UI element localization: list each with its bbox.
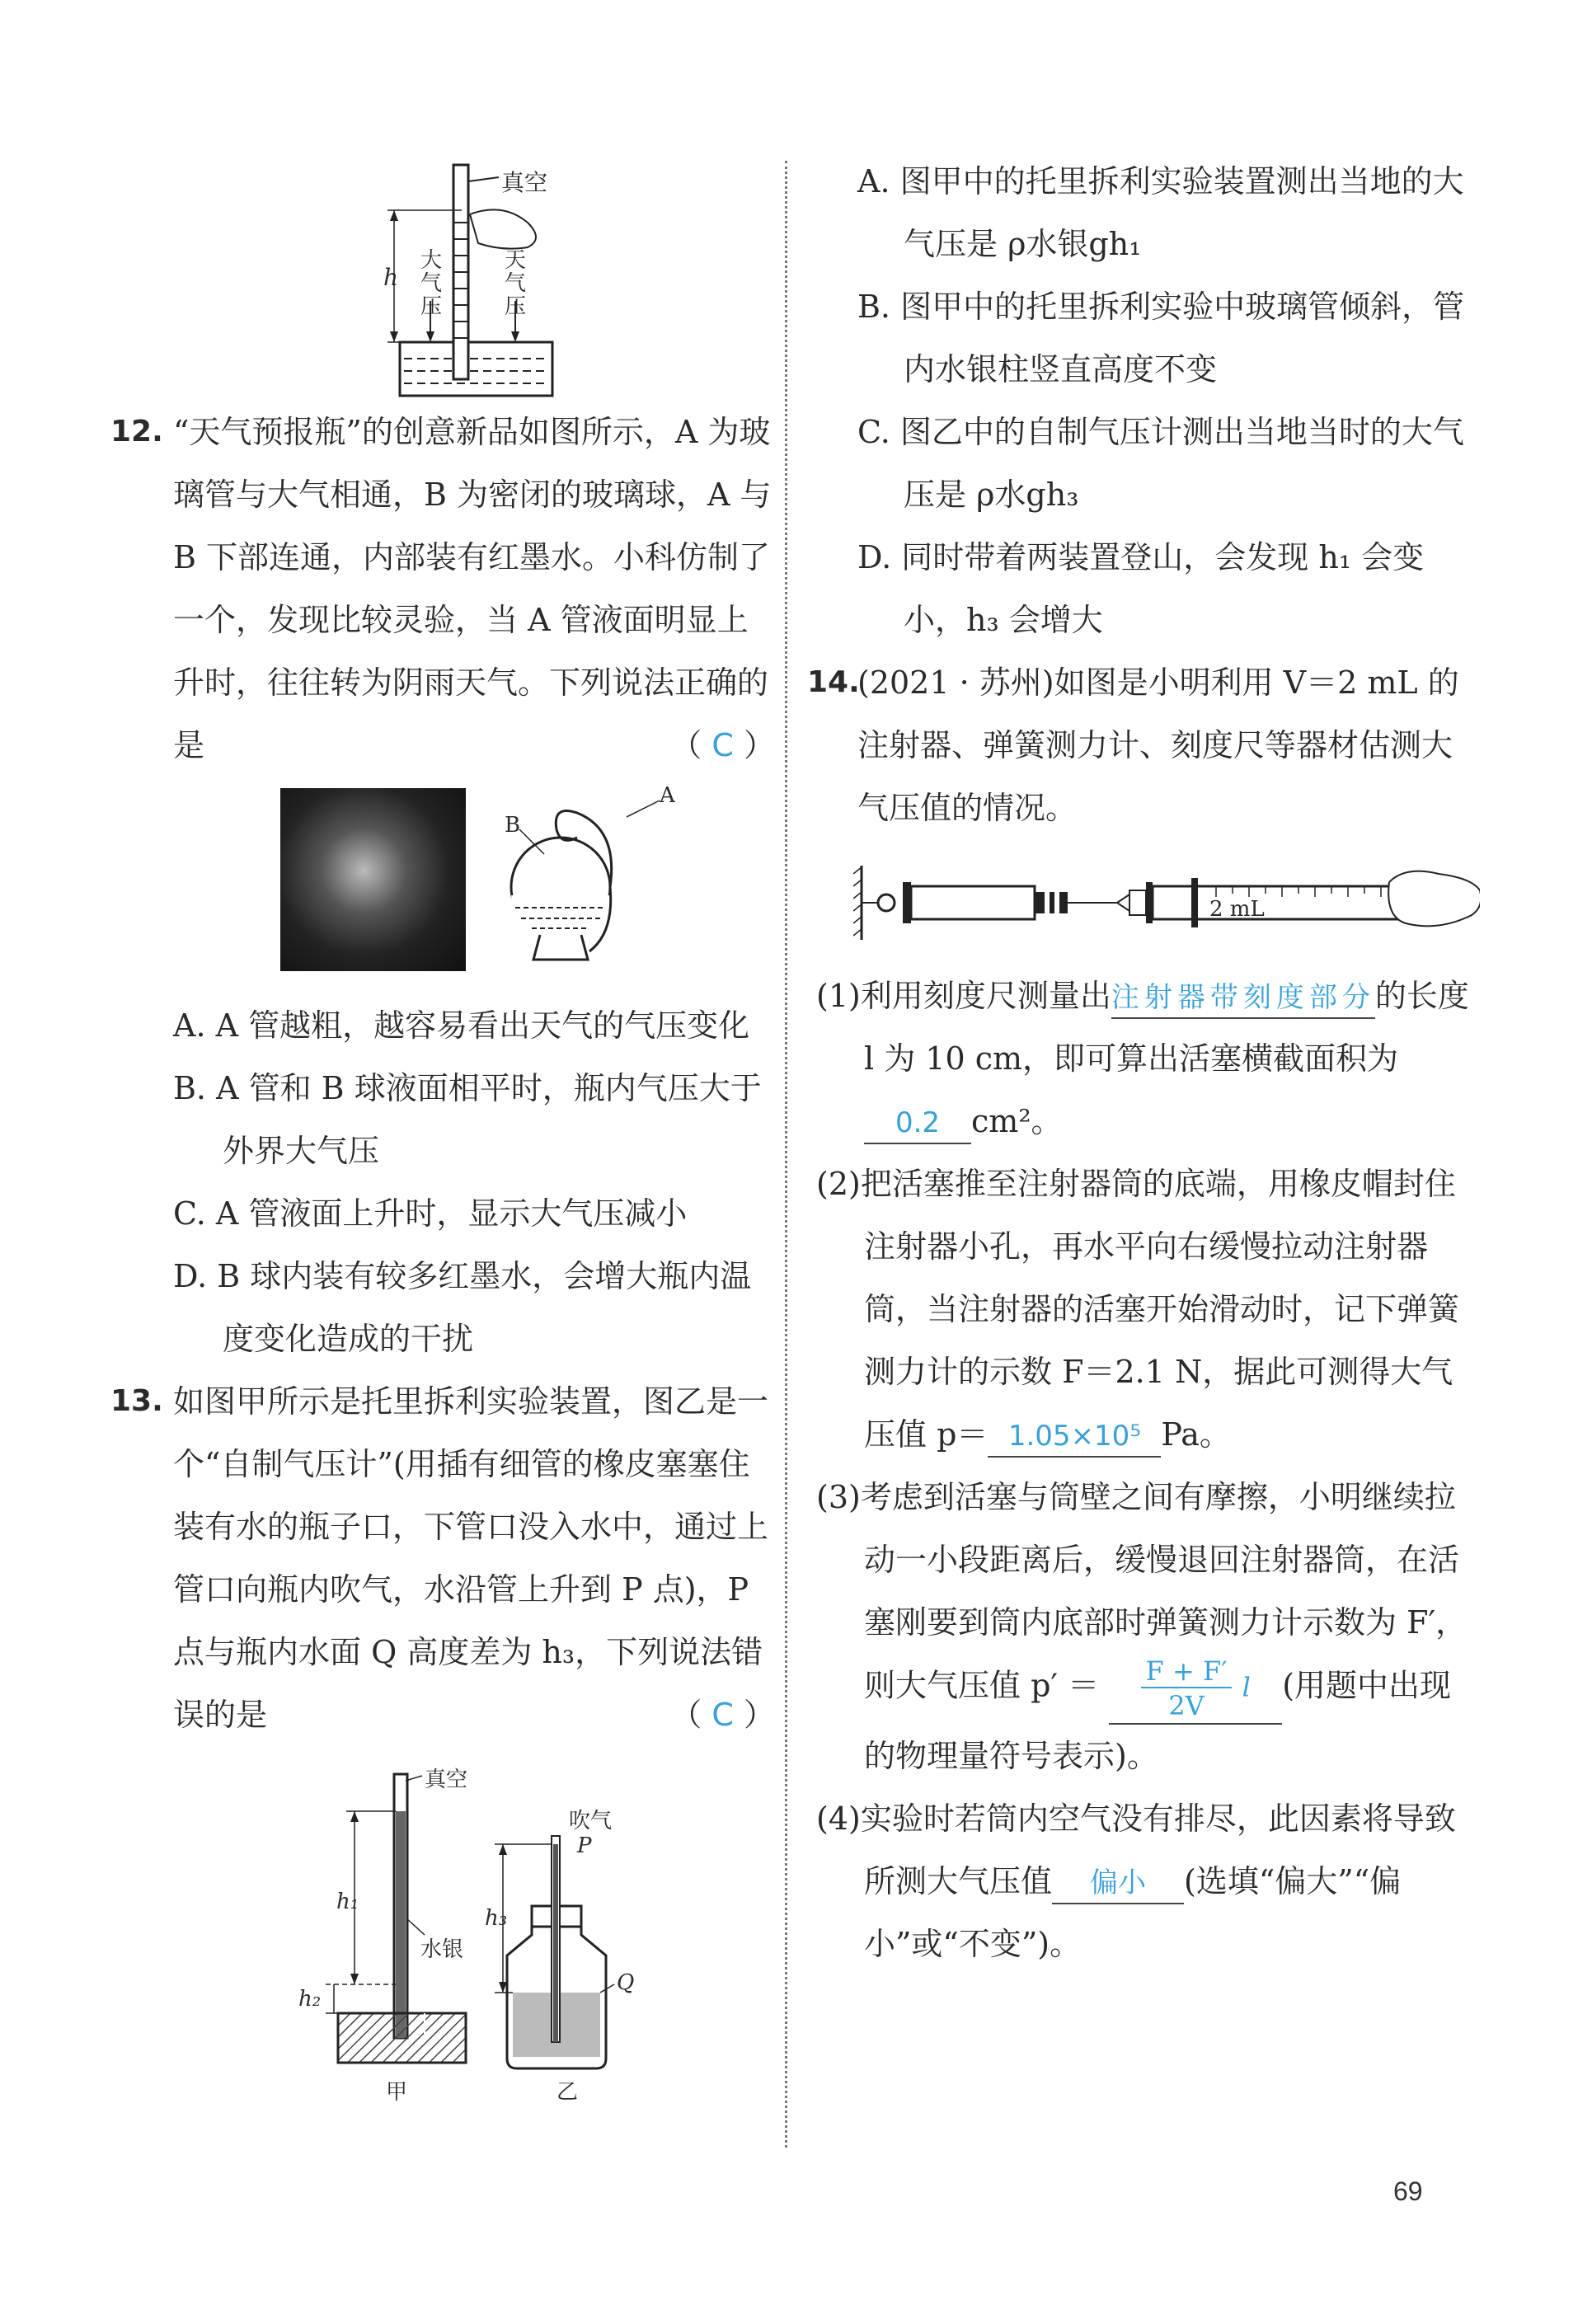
torricelli-figure [115, 148, 775, 412]
answer-blank-length: 注射器带刻度部分 [1111, 978, 1375, 1019]
part-4-text-a: (4)实验时若筒内空气没有排尽，此因素将导致所测大气压值 [816, 1801, 1456, 1899]
label-left-air-3: 压 [420, 294, 443, 319]
part-3-text-b: (用题中出现的物理量符号表示)。 [864, 1667, 1452, 1774]
option-a: A. 图甲中的托里拆利实验装置测出当地的大气压是 ρ水银gh₁ [857, 163, 1464, 262]
label-h1: h₁ [336, 1890, 359, 1914]
option-a: A. A 管越粗，越容易看出天气的气压变化 [173, 1007, 750, 1044]
label-left-air-2: 气 [420, 271, 443, 296]
label-right-air-2: 气 [505, 271, 527, 296]
label-h: h [383, 264, 399, 291]
part-1-text-a: (1)利用刻度尺测量出 [816, 978, 1111, 1014]
part-2-text-a: (2)把活塞推至注射器筒的底端，用橡皮帽封住注射器小孔，再水平向右缓慢拉动注射器筒，当注射器的活塞开始滑动时，记下弹簧测力计的示数 F＝2.1 N，据此可测得大气压值 p＝ [816, 1166, 1460, 1453]
column-divider [785, 161, 787, 2148]
question-13 [110, 1370, 775, 1746]
page-number: 69 [1393, 2176, 1423, 2206]
answer-blank-formula [1109, 1654, 1282, 1725]
part-1-text-b: 的长度 l 为 10 cm，即可算出活塞横截面积为 [864, 978, 1469, 1077]
part-1 [816, 965, 1476, 1153]
option-d: D. 同时带着两装置登山，会发现 h₁ 会变小，h₃ 会增大 [857, 539, 1425, 638]
label-right-air-3: 压 [505, 294, 527, 319]
label-left-air-1: 大 [420, 248, 443, 273]
label-vacuum: 真空 [425, 1768, 468, 1792]
q13-figure [115, 1758, 775, 2112]
label-vacuum: 真空 [501, 169, 548, 196]
part-4 [816, 1787, 1476, 1975]
label-h3: h₃ [485, 1906, 508, 1931]
paren-close: ） [743, 1697, 775, 1733]
syringe-label: 2 mL [1209, 897, 1265, 922]
formula-fraction [1141, 1654, 1233, 1723]
weather-bottle-diagram [115, 788, 775, 994]
label-jia: 甲 [386, 2080, 408, 2105]
question-stem: (2021 · 苏州)如图是小明利用 V＝2 mL 的注射器、弹簧测力计、刻度尺等器材估测大气压值的情况。 [857, 664, 1459, 826]
answer-letter: C [711, 1697, 734, 1733]
paren-close: ） [743, 727, 775, 763]
option-b: B. A 管和 B 球液面相平时，瓶内气压大于外界大气压 [173, 1070, 762, 1169]
question-14-parts [816, 965, 1476, 1975]
stem-text: 如图甲所示是托里拆利实验装置，图乙是一个“自制气压计”(用插有细管的橡皮塞塞住装有水的瓶子口，下管口没入水中，通过上管口向瓶内吹气，水沿管上升到 P 点)，P 点与瓶内水面 Q 高度差为 h₃，下列说法错误的是 [173, 1383, 769, 1733]
torricelli-figure-svg [115, 148, 775, 412]
syringe-figure-svg [853, 849, 1480, 956]
label-right-air-1: 天 [505, 248, 527, 273]
answer-blank-area: 0.2 [864, 1103, 971, 1144]
answer-blank-pressure: 1.05×10⁵ [988, 1416, 1161, 1458]
right-column [807, 150, 1476, 1975]
label-q: Q [617, 1970, 635, 1995]
label-p: P [577, 1833, 592, 1858]
option-d: D. B 球内装有较多红墨水，会增大瓶内温度变化造成的干扰 [173, 1258, 752, 1357]
label-h2: h₂ [298, 1987, 322, 2012]
formula-denominator: 2V [1168, 1690, 1205, 1721]
left-column [110, 148, 775, 2112]
syringe-figure [853, 849, 1476, 956]
question-number: 14. [807, 665, 860, 699]
formula-l: l [1242, 1671, 1251, 1703]
part-3-text-a: (3)考虑到活塞与筒壁之间有摩擦，小明继续拉动一小段距离后，缓慢退回注射器筒，在活塞刚要到筒内底部时弹簧测力计示数为 F′，则大气压值 p′ ＝ [816, 1479, 1468, 1704]
question-14 [807, 651, 1476, 839]
answer-paren [670, 714, 775, 777]
paren-open: （ [670, 727, 702, 763]
part-1-text-c: cm²。 [971, 1103, 1063, 1139]
answer-blank-effect: 偏小 [1052, 1863, 1184, 1904]
stem-text: “天气预报瓶”的创意新品如图所示，A 为玻璃管与大气相通，B 为密闭的玻璃球，A 与 B 下部连通，内部装有红墨水。小科仿制了一个，发现比较灵验，当 A 管液面明显上升时，往往转为阴雨天气。下列说法正确的是 [173, 414, 772, 763]
answer-letter: C [711, 727, 734, 763]
label-mercury: 水银 [420, 1937, 464, 1962]
part-3 [816, 1466, 1476, 1787]
fig-label-b: B [505, 813, 521, 838]
question-stem [115, 401, 775, 777]
weather-bottle-figure [115, 783, 775, 994]
option-b: B. 图甲中的托里拆利实验中玻璃管倾斜，管内水银柱竖直高度不变 [857, 289, 1465, 387]
formula-numerator: F + F′ [1141, 1655, 1233, 1688]
part-2 [816, 1153, 1476, 1466]
part-4-text-b: (选填“偏大”“偏小”或“不变”)。 [864, 1863, 1402, 1962]
label-yi: 乙 [556, 2080, 579, 2105]
fig-label-a: A [660, 783, 675, 808]
label-blow: 吹气 [569, 1809, 613, 1833]
question-13-options [857, 150, 1476, 651]
part-2-text-b: Pa。 [1161, 1416, 1231, 1453]
question-number: 13. [110, 1384, 163, 1418]
question-number: 12. [110, 415, 163, 448]
paren-open: （ [670, 1697, 702, 1733]
question-12-options [115, 994, 775, 1370]
question-stem [115, 1370, 775, 1746]
answer-paren [670, 1683, 775, 1746]
option-c: C. A 管液面上升时，显示大气压减小 [173, 1195, 688, 1232]
option-c: C. 图乙中的自制气压计测出当地当时的大气压是 ρ水gh₃ [857, 414, 1464, 513]
question-12 [110, 401, 775, 777]
